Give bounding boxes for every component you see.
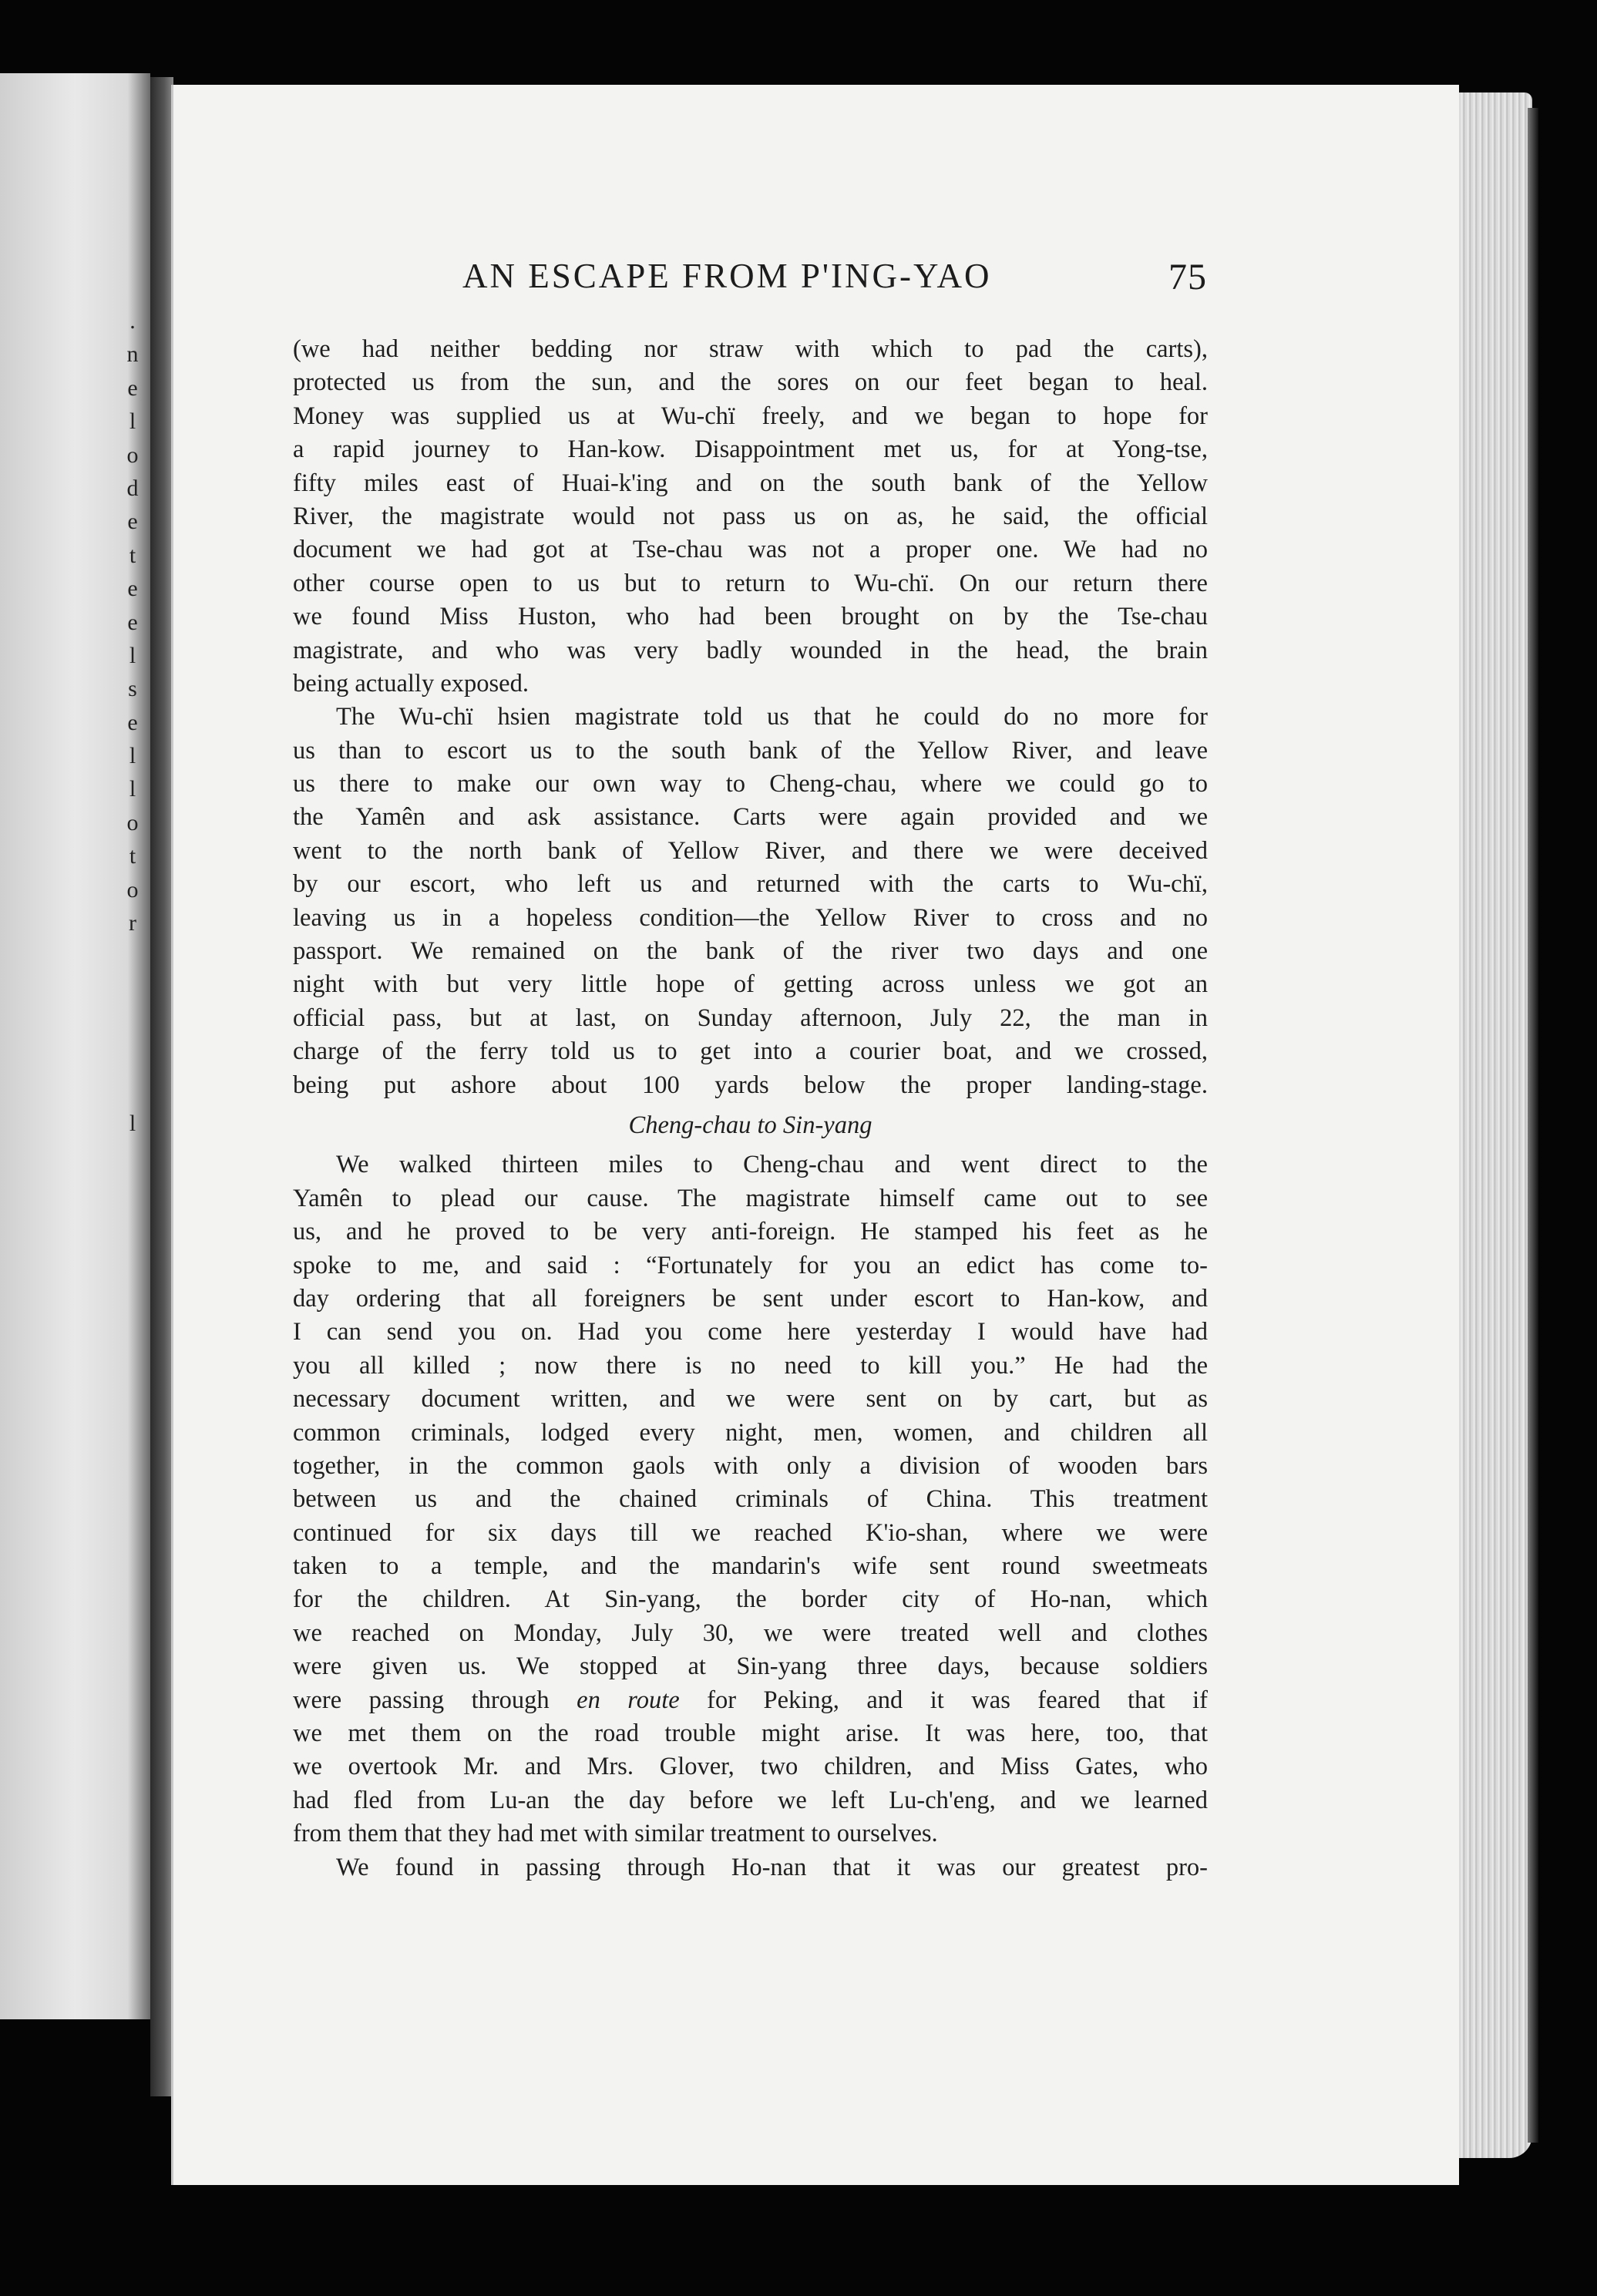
text-line: were given us. We stopped at Sin-yang three days, because soldiers bbox=[293, 1652, 1208, 1681]
previous-page-fragment bbox=[121, 973, 144, 1007]
running-head-title: AN ESCAPE FROM P'ING-YAO bbox=[462, 257, 992, 295]
text-line: night with but very little hope of getting across unless we got an bbox=[293, 970, 1208, 999]
previous-page-fragment: l bbox=[129, 642, 136, 668]
text-line: by our escort, who left us and returned with the carts to Wu-chï, bbox=[293, 870, 1208, 899]
previous-page-fragment bbox=[121, 1441, 144, 1474]
book-fore-edge bbox=[1447, 92, 1532, 2158]
text-line: other course open to us but to return to Wu-chï. On our return there bbox=[293, 569, 1208, 597]
text-line: leaving us in a hopeless condition—the Yellow River to cross and no bbox=[293, 903, 1208, 932]
previous-page-fragment: d bbox=[126, 475, 139, 501]
text-line: magistrate, and who was very badly wounded in the head, the brain bbox=[293, 636, 1208, 664]
page-body bbox=[293, 333, 1208, 1884]
previous-page-line-endings bbox=[121, 304, 144, 1642]
previous-page-fragment: e bbox=[127, 609, 138, 635]
previous-page-fragment: t bbox=[129, 542, 136, 568]
previous-page-fragment: l bbox=[129, 776, 136, 802]
previous-page-fragment bbox=[121, 1274, 144, 1307]
text-line: charge of the ferry told us to get into a courier boat, and we crossed, bbox=[293, 1037, 1208, 1066]
text-line: continued for six days till we reached K'io-shan, where we were bbox=[293, 1518, 1208, 1547]
text-line: necessary document written, and we were sent on by cart, but as bbox=[293, 1385, 1208, 1414]
text-line: you all killed ; now there is no need to kill you.” He had the bbox=[293, 1351, 1208, 1380]
text-line: passport. We remained on the bank of the river two days and one bbox=[293, 937, 1208, 966]
previous-page-fragment bbox=[121, 1575, 144, 1609]
paragraph-1 bbox=[293, 333, 1208, 701]
text-line: the Yamên and ask assistance. Carts were again provided and we bbox=[293, 803, 1208, 832]
book-edge-shadow bbox=[1528, 108, 1538, 2143]
text-line: spoke to me, and said : “Fortunately for you an edict has come to- bbox=[293, 1251, 1208, 1279]
previous-page-fragment: o bbox=[126, 809, 139, 835]
text-line: I can send you on. Had you come here yesterday I would have had bbox=[293, 1318, 1208, 1346]
text-line: (we had neither bedding nor straw with which to pad the carts), bbox=[293, 335, 1208, 363]
paragraph-3 bbox=[293, 1148, 1208, 1851]
previous-page-edge bbox=[0, 73, 150, 2019]
text-line: us, and he proved to be very anti-foreign. He stamped his feet as he bbox=[293, 1218, 1208, 1246]
text-line: were passing through en route for Peking, and it was feared that if bbox=[293, 1686, 1208, 1714]
previous-page-fragment: e bbox=[127, 509, 138, 535]
text-line: had fled from Lu-an the day before we left Lu-ch'eng, and we learned bbox=[293, 1786, 1208, 1814]
book-gutter bbox=[150, 77, 173, 2096]
text-line: from them that they had met with similar treatment to ourselves. bbox=[293, 1820, 938, 1848]
text-line: Money was supplied us at Wu-chï freely, and we began to hope for bbox=[293, 402, 1208, 430]
previous-page-fragment: e bbox=[127, 709, 138, 735]
previous-page-fragment bbox=[121, 1341, 144, 1374]
previous-page-fragment bbox=[121, 1508, 144, 1541]
previous-page-fragment: t bbox=[129, 843, 136, 869]
text-line: for the children. At Sin-yang, the border city of Ho-nan, which bbox=[293, 1585, 1208, 1614]
text-line: fifty miles east of Huai-k'ing and on the south bank of the Yellow bbox=[293, 469, 1208, 497]
text-line: We found in passing through Ho-nan that it was our greatest pro- bbox=[336, 1853, 1208, 1881]
text-line: us there to make our own way to Cheng-chau, where we could go to bbox=[293, 770, 1208, 798]
text-line: went to the north bank of Yellow River, and there we were deceived bbox=[293, 836, 1208, 865]
previous-page-fragment bbox=[121, 1475, 144, 1508]
text-line: We walked thirteen miles to Cheng-chau and went direct to the bbox=[336, 1151, 1208, 1179]
text-line: we met them on the road trouble might arise. It was here, too, that bbox=[293, 1719, 1208, 1748]
text-line: River, the magistrate would not pass us on as, he said, the official bbox=[293, 502, 1208, 530]
previous-page-fragment bbox=[121, 1040, 144, 1074]
previous-page-fragment: o bbox=[126, 442, 139, 468]
text-line: protected us from the sun, and the sores on our feet began to heal. bbox=[293, 368, 1208, 397]
text-line: we overtook Mr. and Mrs. Glover, two children, and Miss Gates, who bbox=[293, 1753, 1208, 1781]
paragraph-4 bbox=[293, 1851, 1208, 1884]
previous-page-fragment: o bbox=[126, 876, 139, 903]
previous-page-fragment bbox=[121, 1375, 144, 1408]
previous-page-fragment: l bbox=[129, 743, 136, 769]
paragraph-2 bbox=[293, 701, 1208, 1102]
previous-page-fragment: e bbox=[127, 375, 138, 401]
text-line: Yamên to plead our cause. The magistrate himself came out to see bbox=[293, 1184, 1208, 1212]
previous-page-fragment: e bbox=[127, 576, 138, 602]
text-line: The Wu-chï hsien magistrate told us that he could do no more for bbox=[336, 703, 1208, 731]
text-line: being actually exposed. bbox=[293, 669, 529, 698]
page-number: 75 bbox=[1168, 257, 1207, 298]
text-line: between us and the chained criminals of China. This treatment bbox=[293, 1485, 1208, 1514]
previous-page-fragment bbox=[121, 1208, 144, 1241]
text-line: we found Miss Huston, who had been brought on by the Tse-chau bbox=[293, 603, 1208, 631]
text-line: common criminals, lodged every night, men, women, and children all bbox=[293, 1418, 1208, 1447]
previous-page-fragment bbox=[121, 1609, 144, 1642]
text-line: being put ashore about 100 yards below the proper landing-stage. bbox=[293, 1071, 1208, 1099]
section-subheading: Cheng-chau to Sin-yang bbox=[628, 1111, 872, 1139]
previous-page-fragment: n bbox=[126, 341, 139, 368]
previous-page-fragment bbox=[121, 1174, 144, 1207]
previous-page-fragment bbox=[121, 1141, 144, 1174]
previous-page-fragment bbox=[121, 1541, 144, 1575]
previous-page-fragment bbox=[121, 1408, 144, 1441]
previous-page-fragment: . bbox=[129, 308, 136, 334]
text-line: us than to escort us to the south bank of the Yellow River, and leave bbox=[293, 736, 1208, 765]
text-line: official pass, but at last, on Sunday afternoon, July 22, the man in bbox=[293, 1003, 1208, 1032]
previous-page-fragment bbox=[121, 1074, 144, 1107]
text-line: together, in the common gaols with only a division of wooden bars bbox=[293, 1451, 1208, 1480]
previous-page-fragment: l bbox=[129, 1111, 136, 1137]
previous-page-fragment: s bbox=[128, 676, 137, 702]
previous-page-fragment bbox=[121, 940, 144, 973]
text-line: taken to a temple, and the mandarin's wife sent round sweetmeats bbox=[293, 1552, 1208, 1581]
text-line: a rapid journey to Han-kow. Disappointment met us, for at Yong-tse, bbox=[293, 435, 1208, 464]
previous-page-fragment bbox=[121, 1308, 144, 1341]
previous-page-fragment: l bbox=[129, 408, 136, 435]
previous-page-fragment bbox=[121, 1007, 144, 1040]
previous-page-fragment: r bbox=[129, 910, 136, 936]
text-line: document we had got at Tse-chau was not a proper one. We had no bbox=[293, 536, 1208, 564]
text-line: we reached on Monday, July 30, we were treated well and clothes bbox=[293, 1619, 1208, 1647]
previous-page-fragment bbox=[121, 1241, 144, 1274]
text-line: day ordering that all foreigners be sent under escort to Han-kow, and bbox=[293, 1284, 1208, 1313]
